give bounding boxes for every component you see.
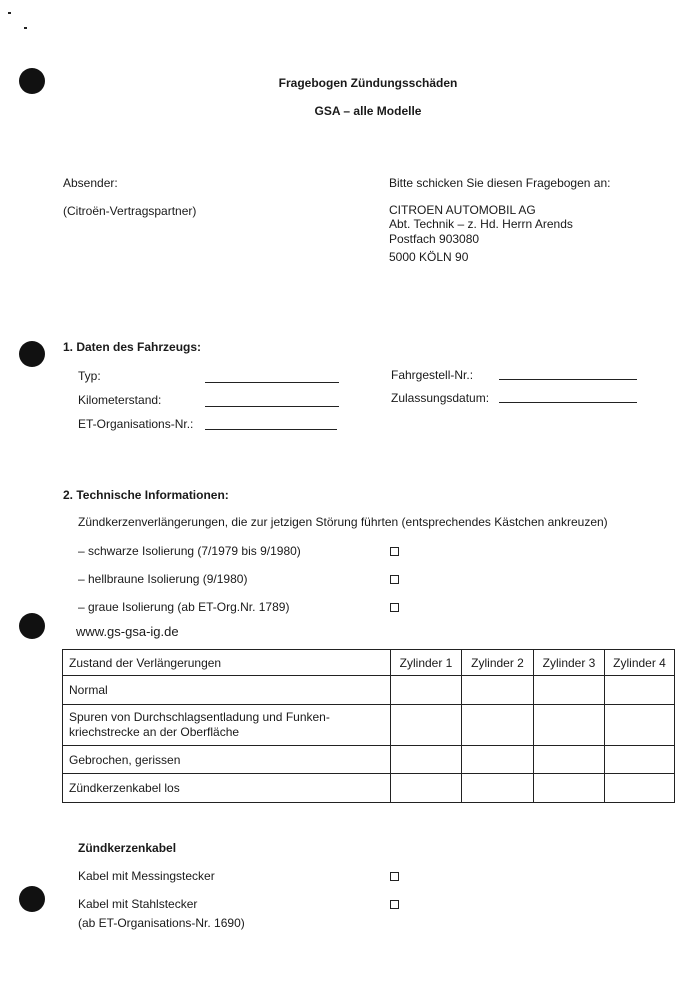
table-cell[interactable] bbox=[534, 774, 605, 803]
cable-option-messing: Kabel mit Messingstecker bbox=[78, 869, 215, 883]
row-label-normal: Normal bbox=[63, 676, 391, 705]
table-cell[interactable] bbox=[605, 705, 675, 746]
table-row bbox=[63, 705, 675, 746]
cables-heading: Zündkerzenkabel bbox=[78, 841, 177, 855]
document-subtitle: GSA – alle Modelle bbox=[314, 104, 422, 118]
punch-hole-2 bbox=[19, 341, 45, 367]
table-header-zylinder-3: Zylinder 3 bbox=[534, 650, 605, 676]
field-fahrgestell-input[interactable] bbox=[499, 379, 637, 380]
table-cell[interactable] bbox=[462, 705, 534, 746]
field-typ-label: Typ: bbox=[78, 369, 101, 383]
checkbox-graue-isolierung[interactable] bbox=[390, 603, 399, 612]
checkbox-messingstecker[interactable] bbox=[390, 872, 399, 881]
row-label-spuren bbox=[63, 705, 391, 746]
field-fahrgestell-label: Fahrgestell-Nr.: bbox=[391, 368, 474, 382]
table-cell[interactable] bbox=[391, 774, 462, 803]
option-graue-isolierung: – graue Isolierung (ab ET-Org.Nr. 1789) bbox=[78, 600, 290, 614]
table-cell[interactable] bbox=[391, 676, 462, 705]
table-cell[interactable] bbox=[391, 746, 462, 774]
field-zulassung-label: Zulassungsdatum: bbox=[391, 391, 490, 405]
document-title: Fragebogen Zündungsschäden bbox=[278, 76, 458, 90]
table-cell[interactable] bbox=[534, 746, 605, 774]
field-zulassung-input[interactable] bbox=[499, 402, 637, 403]
section-1-heading: 1. Daten des Fahrzeugs: bbox=[63, 340, 202, 354]
option-schwarze-isolierung: – schwarze Isolierung (7/1979 bis 9/1980) bbox=[78, 544, 301, 558]
recipient-line-1: CITROEN AUTOMOBIL AG bbox=[389, 203, 536, 217]
table-cell[interactable] bbox=[462, 676, 534, 705]
table-row bbox=[63, 676, 675, 705]
sender-sublabel: (Citroën-Vertragspartner) bbox=[63, 204, 197, 218]
table-header-row bbox=[63, 650, 675, 676]
table-header-zylinder-1: Zylinder 1 bbox=[391, 650, 462, 676]
condition-table bbox=[62, 649, 675, 803]
checkbox-hellbraune-isolierung[interactable] bbox=[390, 575, 399, 584]
table-cell[interactable] bbox=[534, 676, 605, 705]
row-label-spuren-line-1: Spuren von Durchschlagsentladung und Funken- bbox=[69, 710, 330, 724]
table-cell[interactable] bbox=[462, 774, 534, 803]
section-2-intro: Zündkerzenverlängerungen, die zur jetzigen Störung führten (entsprechendes Kästchen ankreuzen) bbox=[78, 515, 608, 529]
row-label-spuren-line-2: kriechstrecke an der Oberfläche bbox=[69, 725, 240, 739]
field-kilometerstand-input[interactable] bbox=[205, 406, 339, 407]
table-header-zylinder-2: Zylinder 2 bbox=[462, 650, 534, 676]
field-kilometerstand-label: Kilometerstand: bbox=[78, 393, 162, 407]
speck bbox=[8, 12, 11, 14]
table-cell[interactable] bbox=[605, 746, 675, 774]
speck bbox=[24, 27, 27, 29]
field-et-org-label: ET-Organisations-Nr.: bbox=[78, 417, 194, 431]
table-header-zustand: Zustand der Verlängerungen bbox=[63, 650, 391, 676]
table-cell[interactable] bbox=[534, 705, 605, 746]
recipient-line-2: Abt. Technik – z. Hd. Herrn Arends bbox=[389, 217, 573, 231]
checkbox-schwarze-isolierung[interactable] bbox=[390, 547, 399, 556]
cable-option-stahl: Kabel mit Stahlstecker bbox=[78, 897, 198, 911]
option-hellbraune-isolierung: – hellbraune Isolierung (9/1980) bbox=[78, 572, 248, 586]
sender-label: Absender: bbox=[63, 176, 118, 190]
table-cell[interactable] bbox=[605, 774, 675, 803]
recipient-line-4: 5000 KÖLN 90 bbox=[389, 250, 469, 264]
table-cell[interactable] bbox=[462, 746, 534, 774]
table-cell[interactable] bbox=[605, 676, 675, 705]
row-label-gebrochen: Gebrochen, gerissen bbox=[63, 746, 391, 774]
punch-hole-4 bbox=[19, 886, 45, 912]
section-2-heading: 2. Technische Informationen: bbox=[63, 488, 229, 502]
row-label-kabel-los: Zündkerzenkabel los bbox=[63, 774, 391, 803]
recipient-line-3: Postfach 903080 bbox=[389, 232, 480, 246]
table-header-zylinder-4: Zylinder 4 bbox=[605, 650, 675, 676]
punch-hole-3 bbox=[19, 613, 45, 639]
cable-option-stahl-note: (ab ET-Organisations-Nr. 1690) bbox=[78, 916, 245, 930]
field-typ-input[interactable] bbox=[205, 382, 339, 383]
watermark-url: www.gs-gsa-ig.de bbox=[76, 624, 179, 639]
recipient-instruction: Bitte schicken Sie diesen Fragebogen an: bbox=[389, 176, 611, 190]
checkbox-stahlstecker[interactable] bbox=[390, 900, 399, 909]
field-et-org-input[interactable] bbox=[205, 429, 337, 430]
table-row bbox=[63, 774, 675, 803]
table-row bbox=[63, 746, 675, 774]
table-cell[interactable] bbox=[391, 705, 462, 746]
